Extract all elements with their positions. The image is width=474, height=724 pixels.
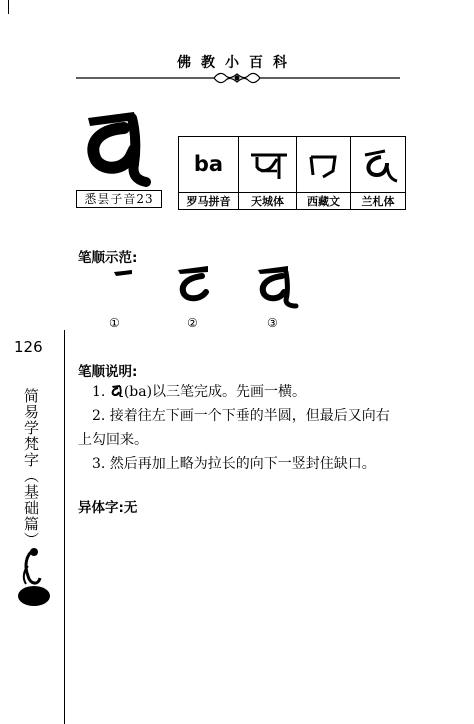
explanation-step-2: 2. 接着往左下画一个下垂的半圆，但最后又向右 <box>92 408 390 424</box>
devanagari-cell <box>239 137 297 192</box>
label-devanagari: 天城体 <box>239 192 297 209</box>
label-roman: 罗马拼音 <box>179 192 239 209</box>
label-lantsa: 兰札体 <box>351 192 405 209</box>
stroke-demo-heading: 笔顺示范: <box>78 250 138 266</box>
stroke-step-1-glyph <box>104 262 140 286</box>
stroke-step-2-glyph <box>172 262 216 306</box>
stroke-step-2-number: ② <box>187 316 198 330</box>
stroke-step-3-glyph <box>252 260 302 310</box>
script-comparison-table <box>178 136 406 210</box>
explanation-heading: 笔顺说明: <box>78 364 138 380</box>
stroke-step-3-number: ③ <box>267 316 278 330</box>
variant-characters: 异体字:无 <box>78 500 138 516</box>
explanation-step-2-continued: 上勾回来。 <box>78 432 148 448</box>
lantsa-cell <box>351 137 405 192</box>
stroke-step-1-number: ① <box>109 316 120 330</box>
book-title: 简易学梵字（基础篇） <box>22 388 40 548</box>
series-title: 佛教小百科 <box>177 55 297 71</box>
tibetan-ba-glyph <box>297 137 351 192</box>
glyph-caption: 悉昙子音23 <box>76 190 162 208</box>
devanagari-ba-glyph <box>239 137 297 192</box>
header-ornament <box>0 68 474 88</box>
margin-rule <box>64 330 65 724</box>
corner-tick <box>8 0 9 14</box>
buddha-emblem-icon <box>16 540 52 610</box>
label-tibetan: 西藏文 <box>297 192 351 209</box>
tibetan-cell <box>297 137 351 192</box>
explanation-step-1 <box>92 380 306 404</box>
explanation-step-3: 3. 然后再加上略为拉长的向下一竖封住缺口。 <box>92 456 376 472</box>
siddham-ba-large-glyph <box>74 104 164 188</box>
page-number: 126 <box>14 338 43 356</box>
step-1-text: (ba)以三笔完成。先画一横。 <box>123 384 307 400</box>
roman-cell: ba <box>179 137 239 192</box>
inline-ba-glyph <box>110 383 124 397</box>
lantsa-ba-glyph <box>351 137 405 192</box>
step-1-number: 1. <box>92 384 106 400</box>
